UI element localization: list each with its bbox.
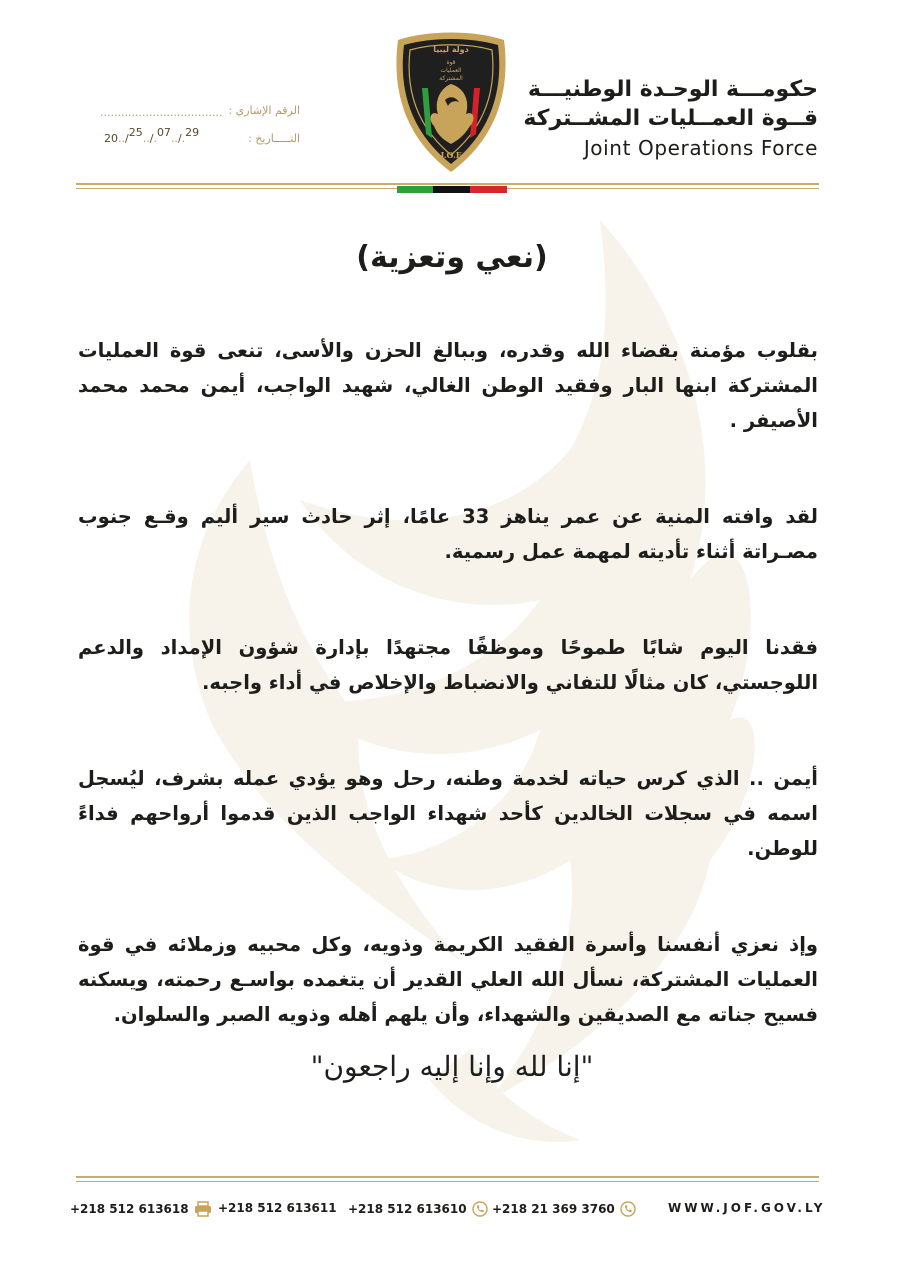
organization-name [523, 76, 818, 162]
reference-block [100, 104, 300, 160]
date-day: 29 [185, 126, 200, 139]
flag-black [433, 186, 470, 193]
footer-contacts [70, 1201, 826, 1221]
date-sep-2: / [149, 132, 154, 145]
phone-contact-2[interactable] [348, 1201, 488, 1217]
emblem-top-text: دولة ليبيا [433, 45, 469, 54]
emblem-inner-text-2: العمليات [440, 67, 462, 74]
libya-flag-strip [397, 186, 507, 193]
paragraph-1: بقلوب مؤمنة بقضاء الله وقدره، وببالغ الحزن والأسى، تنعى قوة العمليات المشتركة ابنها البار وفقيد الوطن الغالي، شهيد الواجب، أيمن محمد محمد الأصيفر . [78, 339, 818, 432]
paragraph-2: لقد وافته المنية عن عمر يناهز 33 عامًا، إثر حادث سير أليم وقـع جنوب مصـراتة أثناء تأديته لمهمة عمل رسمية. [78, 505, 818, 563]
phone-number-3: +218 21 369 3760 [492, 1202, 615, 1216]
phone-contact-3[interactable] [492, 1201, 636, 1217]
footer-rule-top [76, 1176, 819, 1178]
date-value: 20../25../.07../.29 [104, 126, 200, 145]
reference-number-dots: ................................... [100, 106, 223, 119]
paragraph-3: فقدنا اليوم شابًا طموحًا وموظفًا مجتهدًا بإدارة شؤون الإمداد والدعم اللوجستي، كان مثالًا للتفاني والانضباط والإخلاص في أداء واجبه. [78, 636, 818, 694]
phone-number-1: +218 512 613611 [218, 1201, 337, 1215]
paragraph-5: وإذ نعزي أنفسنا وأسرة الفقيد الكريمة وذويه، وكل محبيه وزملائه في قوة العمليات المشتركة، نسأل الله العلي القدير أن يتغمده بواسـع رحمته، ويسكنه فسيح جناته مع الصديقين والشهداء، وأن يلهم أهله وذويه الصبر والسلوان. [78, 933, 818, 1026]
page-title: (نعي وتعزية) [356, 240, 548, 275]
flag-red [470, 186, 507, 193]
date-year-suffix: 25 [128, 126, 143, 139]
reference-number-label: الرقم الإشاري : [228, 104, 300, 117]
phone-contact-1[interactable] [218, 1201, 337, 1215]
closing-verse: "إنا لله وإنا إليه راجعون" [310, 1050, 594, 1083]
date-year-prefix: 20 [104, 132, 118, 145]
org-name-line1: حكومـــة الوحـدة الوطنيـــة [527, 77, 818, 102]
emblem-inner-text-1: قوة [446, 59, 456, 66]
phone-icon [620, 1201, 636, 1217]
date-label: التـــــاريخ : [248, 132, 300, 145]
paragraph-4: أيمن .. الذي كرس حياته لخدمة وطنه، رحل وهو يؤدي عمله بشرف، ليُسجل اسمه في سجلات الخالدين كأحد شهداء الواجب الذين قدموا أرواحهم فداءً للوطن. [78, 767, 818, 860]
org-name-english: Joint Operations Force [583, 136, 818, 160]
website-link[interactable]: WWW.JOF.GOV.LY [668, 1201, 826, 1215]
org-name-line2: قــوة العمــليات المشــتركة [523, 106, 818, 131]
body-text [78, 333, 818, 1093]
header-rule-top [76, 183, 819, 185]
fax-number: +218 512 613618 [70, 1202, 189, 1216]
fax-contact[interactable] [70, 1201, 212, 1217]
date-month: 07 [156, 126, 171, 139]
phone-number-2: +218 512 613610 [348, 1202, 467, 1216]
flag-green [397, 186, 433, 193]
fax-icon [194, 1201, 212, 1217]
emblem-bottom-text: J.O.F [440, 150, 462, 160]
date-sep-1: / [125, 132, 129, 145]
date-sep-3: / [177, 132, 182, 145]
jof-emblem-icon [388, 26, 514, 176]
phone-icon [472, 1201, 488, 1217]
footer-rule-bottom [76, 1181, 819, 1182]
emblem-inner-text-3: المشتركة [439, 75, 463, 82]
